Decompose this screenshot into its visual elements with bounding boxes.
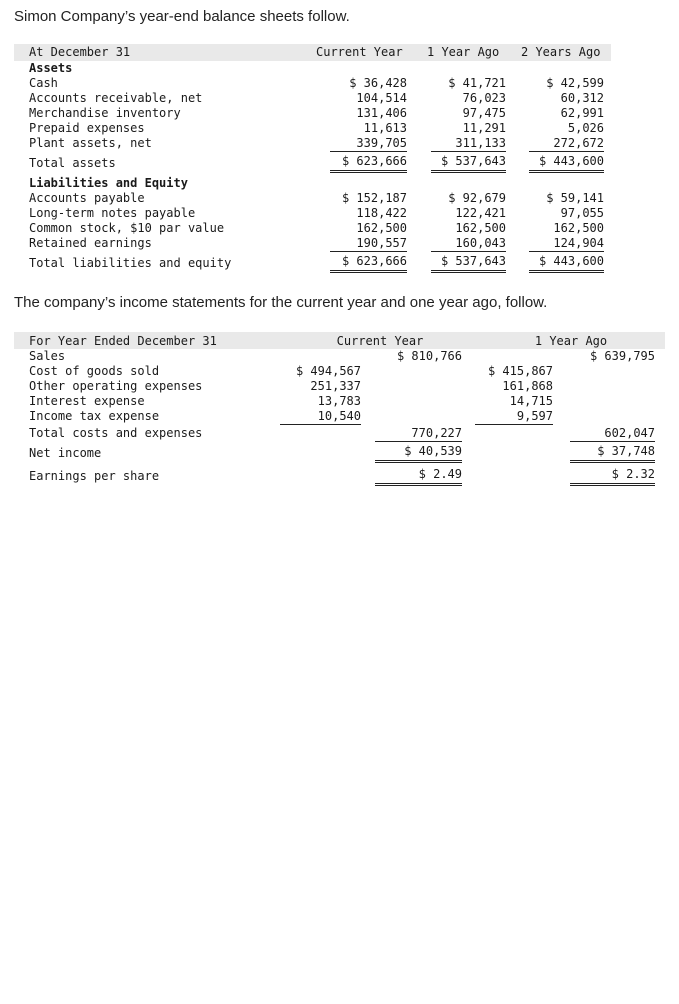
total-costs-current: 770,227 — [375, 426, 462, 442]
asset-row-current: 11,613 — [363, 121, 407, 135]
asset-row-2-years: 62,991 — [560, 106, 604, 120]
eps-current: $ 2.49 — [375, 467, 462, 486]
cost-row-label: Interest expense — [29, 394, 145, 408]
total-assets-label: Total assets — [29, 156, 116, 170]
asset-row-2-years: 272,672 — [529, 136, 604, 152]
sales-current: $ 810,766 — [396, 349, 462, 363]
net-income-prior: $ 37,748 — [570, 444, 655, 463]
liability-row-2-years: 162,500 — [553, 221, 604, 235]
liability-row-2-years: $ 59,141 — [546, 191, 604, 205]
cost-row-prior: 161,868 — [502, 379, 553, 393]
total-liabilities-2-years: $ 443,600 — [529, 254, 604, 273]
liability-row-1-year: 122,421 — [455, 206, 506, 220]
cost-row-prior: $ 415,867 — [487, 364, 553, 378]
total-assets-2-years: $ 443,600 — [529, 154, 604, 173]
liability-row-current: 190,557 — [330, 236, 407, 252]
asset-row-current: $ 36,428 — [349, 76, 407, 90]
net-income-current: $ 40,539 — [375, 444, 462, 463]
asset-row-2-years: 5,026 — [567, 121, 604, 135]
liabilities-heading: Liabilities and Equity — [29, 176, 188, 190]
cost-row-label: Cost of goods sold — [29, 364, 160, 378]
total-liabilities-label: Total liabilities and equity — [29, 256, 232, 270]
total-liabilities-1-year: $ 537,643 — [431, 254, 506, 273]
liability-row-1-year: 160,043 — [431, 236, 506, 252]
asset-row-2-years: $ 42,599 — [546, 76, 604, 90]
asset-row-current: 339,705 — [330, 136, 407, 152]
eps-label: Earnings per share — [29, 469, 160, 483]
sales-label: Sales — [29, 349, 66, 363]
income-statement-intro: The company’s income statements for the current year and one year ago, follow. — [14, 294, 548, 311]
net-income-label: Net income — [29, 446, 102, 460]
income-header-1-year-ago: 1 Year Ago — [534, 334, 608, 348]
asset-row-label: Prepaid expenses — [29, 121, 145, 135]
cost-row-prior: 9,597 — [475, 409, 553, 425]
asset-row-1-year: 97,475 — [462, 106, 506, 120]
liability-row-current: 118,422 — [356, 206, 407, 220]
total-assets-current: $ 623,666 — [330, 154, 407, 173]
cost-row-current: $ 494,567 — [295, 364, 361, 378]
liability-row-current: $ 152,187 — [341, 191, 407, 205]
asset-row-current: 104,514 — [356, 91, 407, 105]
liability-row-current: 162,500 — [356, 221, 407, 235]
cost-row-current: 10,540 — [280, 409, 361, 425]
liability-row-label: Retained earnings — [29, 236, 152, 250]
liability-row-label: Long-term notes payable — [29, 206, 196, 220]
liability-row-label: Accounts payable — [29, 191, 145, 205]
income-header-label: For Year Ended December 31 — [29, 334, 217, 348]
balance-header-1-year-ago: 1 Year Ago — [427, 45, 500, 59]
asset-row-current: 131,406 — [356, 106, 407, 120]
income-header-current-year: Current Year — [336, 334, 424, 348]
asset-row-1-year: 11,291 — [462, 121, 506, 135]
assets-heading: Assets — [29, 61, 73, 75]
balance-header-current-year: Current Year — [316, 45, 403, 59]
asset-row-label: Cash — [29, 76, 58, 90]
asset-row-label: Merchandise inventory — [29, 106, 181, 120]
asset-row-1-year: 76,023 — [462, 91, 506, 105]
total-costs-label: Total costs and expenses — [29, 426, 203, 440]
total-liabilities-current: $ 623,666 — [330, 254, 407, 273]
sales-prior: $ 639,795 — [589, 349, 655, 363]
cost-row-current: 13,783 — [317, 394, 361, 408]
balance-header-label: At December 31 — [29, 45, 131, 59]
cost-row-current: 251,337 — [310, 379, 361, 393]
asset-row-label: Accounts receivable, net — [29, 91, 203, 105]
asset-row-2-years: 60,312 — [560, 91, 604, 105]
cost-row-label: Income tax expense — [29, 409, 160, 423]
liability-row-label: Common stock, $10 par value — [29, 221, 225, 235]
cost-row-label: Other operating expenses — [29, 379, 203, 393]
eps-prior: $ 2.32 — [570, 467, 655, 486]
balance-header-2-years-ago: 2 Years Ago — [521, 45, 601, 59]
cost-row-prior: 14,715 — [509, 394, 553, 408]
income-statement — [0, 334, 679, 1004]
balance-sheet-intro: Simon Company’s year-end balance sheets follow. — [14, 8, 350, 25]
asset-row-1-year: 311,133 — [431, 136, 506, 152]
liability-row-1-year: $ 92,679 — [448, 191, 506, 205]
asset-row-1-year: $ 41,721 — [448, 76, 506, 90]
total-costs-prior: 602,047 — [570, 426, 655, 442]
asset-row-label: Plant assets, net — [29, 136, 152, 150]
liability-row-2-years: 97,055 — [560, 206, 604, 220]
total-assets-1-year: $ 537,643 — [431, 154, 506, 173]
liability-row-1-year: 162,500 — [455, 221, 506, 235]
liability-row-2-years: 124,904 — [529, 236, 604, 252]
